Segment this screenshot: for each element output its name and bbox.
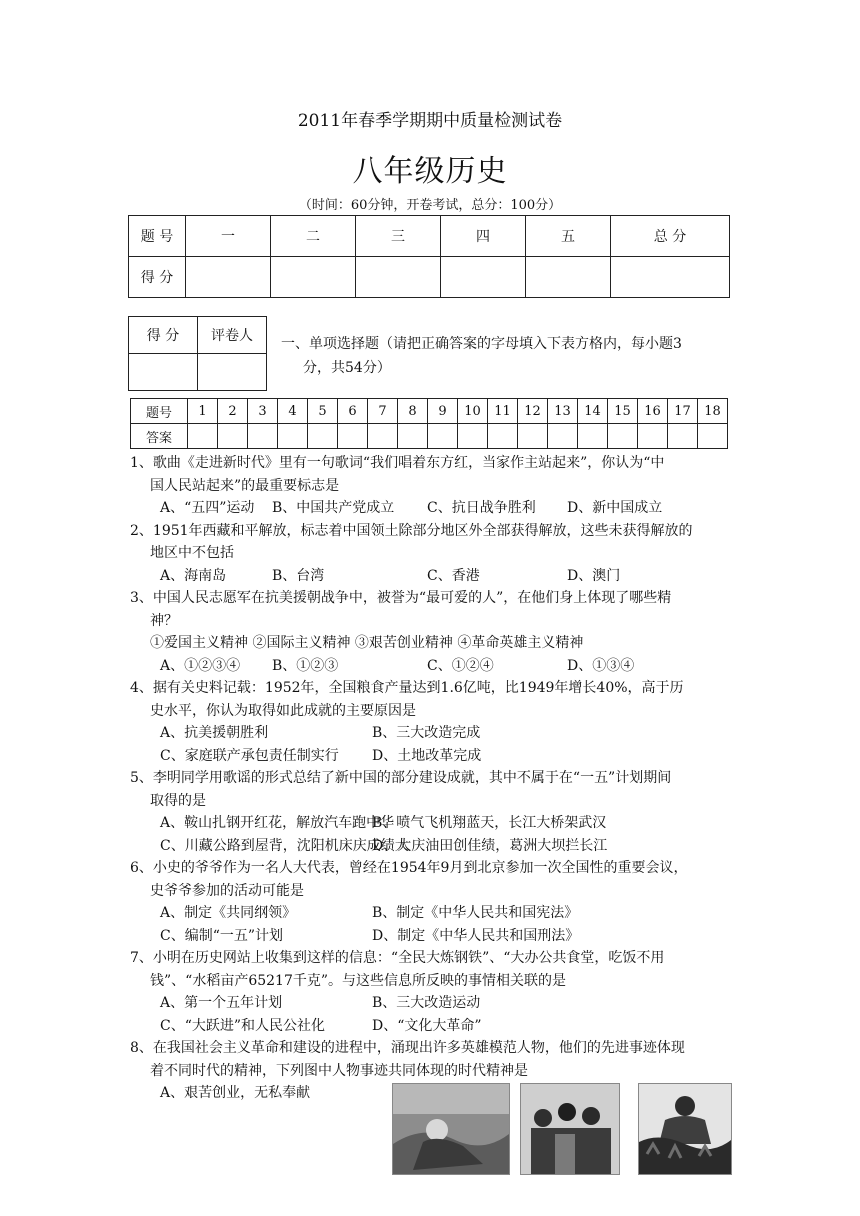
question-block [130,587,740,677]
option-choice[interactable]: D、新中国成立 [567,500,663,516]
question-stem-continued: 取得的是 [150,792,206,809]
option-row [130,902,740,925]
answer-grid-number-row [131,399,728,424]
answer-cell[interactable] [428,424,458,449]
answer-grid-number: 11 [488,399,518,424]
answer-cell[interactable] [248,424,278,449]
answer-cell[interactable] [458,424,488,449]
answer-grid-number: 3 [248,399,278,424]
answer-grid-number: 10 [458,399,488,424]
question-block [130,677,740,767]
option-choice[interactable]: D、土地改革完成 [372,747,482,764]
answer-cell[interactable] [608,424,638,449]
option-choice[interactable]: A、鞍山扎钢开红花，解放汽车跑中华 [160,815,395,831]
option-choice[interactable]: B、①②③ [272,657,339,674]
answer-grid-number: 9 [428,399,458,424]
grader-label: 评卷人 [198,317,267,354]
subject-title: 八年级历史 [352,154,508,189]
option-choice[interactable]: B、三大改造运动 [372,995,481,1011]
option-choice[interactable]: A、“五四”运动 [160,500,255,516]
score-table-score-row [129,257,730,298]
option-choice[interactable]: B、台湾 [272,567,325,584]
answer-grid-header-label: 题号 [131,399,188,424]
grader-score-cell[interactable] [129,354,198,391]
answer-grid-number: 16 [638,399,668,424]
question-stem-continued: 着不同时代的精神，下列图中人物事迹共同体现的时代精神是 [150,1062,528,1079]
option-choice[interactable]: A、制定《共同纲领》 [160,905,297,921]
question-stem-continued: 钱”、“水稻亩产65217千克”。与这些信息所反映的事情相关联的是 [150,972,567,989]
option-choice[interactable]: A、第一个五年计划 [160,995,283,1011]
answer-grid-number: 13 [548,399,578,424]
question-stem: 2、1951年西藏和平解放，标志着中国领土除部分地区外全部获得解放，这些未获得解放的 [130,522,693,539]
option-choice[interactable]: D、澳门 [567,567,621,584]
score-cell[interactable] [441,257,526,298]
answer-grid [130,398,728,449]
answer-cell[interactable] [398,424,428,449]
question-stem-continued: 神？ [150,612,178,629]
question-block [130,452,740,520]
score-table-header-row [129,216,730,257]
score-cell[interactable] [356,257,441,298]
section-1-heading [281,332,741,380]
option-row [130,812,740,835]
option-choice[interactable]: C、编制“一五”计划 [160,927,284,944]
question-stem: 3、中国人民志愿军在抗美援朝战争中，被誉为“最可爱的人”，在他们身上体现了哪些精 [130,590,672,606]
option-choice[interactable]: C、家庭联产承包责任制实行 [160,747,339,764]
answer-cell[interactable] [518,424,548,449]
option-choice[interactable]: B、制定《中华人民共和国宪法》 [372,905,579,921]
answer-grid-number: 17 [668,399,698,424]
answer-grid-number: 12 [518,399,548,424]
answer-cell[interactable] [548,424,578,449]
exam-title: 2011年春季学期期中质量检测试卷 [297,111,563,131]
option-choice[interactable]: C、“大跃进”和人民公社化 [160,1017,326,1034]
answer-grid-number: 18 [698,399,728,424]
answer-grid-number: 2 [218,399,248,424]
score-col-total: 总 分 [611,216,730,257]
answer-grid-answer-row [131,424,728,449]
option-choice[interactable]: A、艰苦创业，无私奉献 [160,1085,311,1101]
question-stem: 6、小史的爷爷作为一名人大代表，曾经在1954年9月到北京参加一次全国性的重要会议， [130,860,688,876]
question-stem: 7、小明在历史网站上收集到这样的信息：“全民大炼钢铁”、“大办公共食堂，吃饭不用 [130,950,665,966]
question-list [130,452,740,1105]
question-block [130,520,740,588]
option-row [130,565,740,588]
score-col-4: 四 [441,216,526,257]
option-choice[interactable]: D、大庆油田创佳绩，葛洲大坝拦长江 [372,837,608,854]
answer-cell[interactable] [338,424,368,449]
photo-soldier [392,1083,510,1175]
option-choice[interactable]: B、中国共产党成立 [272,500,395,516]
question-stem: 5、李明同学用歌谣的形式总结了新中国的部分建设成就，其中不属于在“一五”计划期间 [130,770,672,786]
question-8-photos [392,1083,732,1175]
grader-box [128,316,267,391]
answer-cell[interactable] [278,424,308,449]
question-statements: ①爱国主义精神 ②国际主义精神 ③艰苦创业精神 ④革命英雄主义精神 [150,635,584,651]
option-row [130,925,740,948]
score-cell[interactable] [526,257,611,298]
option-choice[interactable]: B、三大改造完成 [372,725,481,741]
answer-grid-number: 1 [188,399,218,424]
option-choice[interactable]: C、抗日战争胜利 [427,500,536,516]
question-stem: 1、歌曲《走进新时代》里有一句歌词“我们唱着东方红，当家作主站起来”，你认为“中 [130,455,665,471]
option-row [130,722,740,745]
score-cell[interactable] [186,257,271,298]
option-row [130,655,740,678]
answer-cell[interactable] [668,424,698,449]
answer-cell[interactable] [638,424,668,449]
score-table [128,215,730,298]
option-choice[interactable]: C、川藏公路到屋背，沈阳机床庆成绩大 [160,837,409,854]
photo-worker [638,1083,732,1175]
answer-cell[interactable] [308,424,338,449]
answer-grid-number: 4 [278,399,308,424]
option-choice[interactable]: A、①②③④ [160,657,241,674]
score-cell[interactable] [271,257,356,298]
option-row [130,1015,740,1038]
question-block [130,947,740,1037]
score-col-1: 一 [186,216,271,257]
answer-grid-number: 5 [308,399,338,424]
option-choice[interactable]: D、制定《中华人民共和国刑法》 [372,927,580,944]
grader-score-label: 得 分 [129,317,198,354]
score-col-5: 五 [526,216,611,257]
section-1-line-1: 一、单项选择题（请把正确答案的字母填入下表方格内，每小题3 [281,336,682,352]
question-stem-continued: 史水平，你认为取得如此成就的主要原因是 [150,702,416,719]
answer-cell[interactable] [488,424,518,449]
option-row [130,497,740,520]
option-choice[interactable]: A、海南岛 [160,567,227,584]
score-col-2: 二 [271,216,356,257]
score-col-3: 三 [356,216,441,257]
option-row [130,835,740,858]
grader-name-cell[interactable] [198,354,267,391]
answer-grid-number: 6 [338,399,368,424]
answer-cell[interactable] [188,424,218,449]
answer-grid-number: 7 [368,399,398,424]
option-choice[interactable]: A、抗美援朝胜利 [160,725,269,741]
answer-cell[interactable] [368,424,398,449]
exam-meta: （时间：60分钟，开卷考试，总分：100分） [298,198,562,213]
question-block [130,767,740,857]
photo-group [520,1083,620,1175]
question-stem-continued: 地区中不包括 [150,545,234,561]
question-block [130,857,740,947]
score-table-score-label: 得 分 [129,257,186,298]
answer-grid-answer-label: 答案 [131,424,188,449]
option-choice[interactable]: D、①③④ [567,657,635,674]
answer-cell[interactable] [698,424,728,449]
option-choice[interactable]: D、“文化大革命” [372,1017,482,1034]
option-row [130,992,740,1015]
question-stem: 4、据有关史料记载：1952年，全国粮食产量达到1.6亿吨，比1949年增长40%，高于历 [130,680,684,696]
option-choice[interactable]: C、香港 [427,567,480,584]
score-table-header-label: 题 号 [129,216,186,257]
score-cell[interactable] [611,257,730,298]
answer-cell[interactable] [218,424,248,449]
option-choice[interactable]: B、喷气飞机翔蓝天，长江大桥架武汉 [372,815,607,831]
section-1-line-2: 分，共54分） [303,360,391,376]
question-stem-continued: 国人民站起来”的最重要标志是 [150,477,340,494]
option-choice[interactable]: C、①②④ [427,657,494,674]
answer-grid-number: 8 [398,399,428,424]
question-stem: 8、在我国社会主义革命和建设的进程中，涌现出许多英雄模范人物，他们的先进事迹体现 [130,1040,685,1056]
answer-grid-number: 15 [608,399,638,424]
question-stem-continued: 史爷爷参加的活动可能是 [150,882,304,899]
option-row [130,745,740,768]
answer-cell[interactable] [578,424,608,449]
answer-grid-number: 14 [578,399,608,424]
